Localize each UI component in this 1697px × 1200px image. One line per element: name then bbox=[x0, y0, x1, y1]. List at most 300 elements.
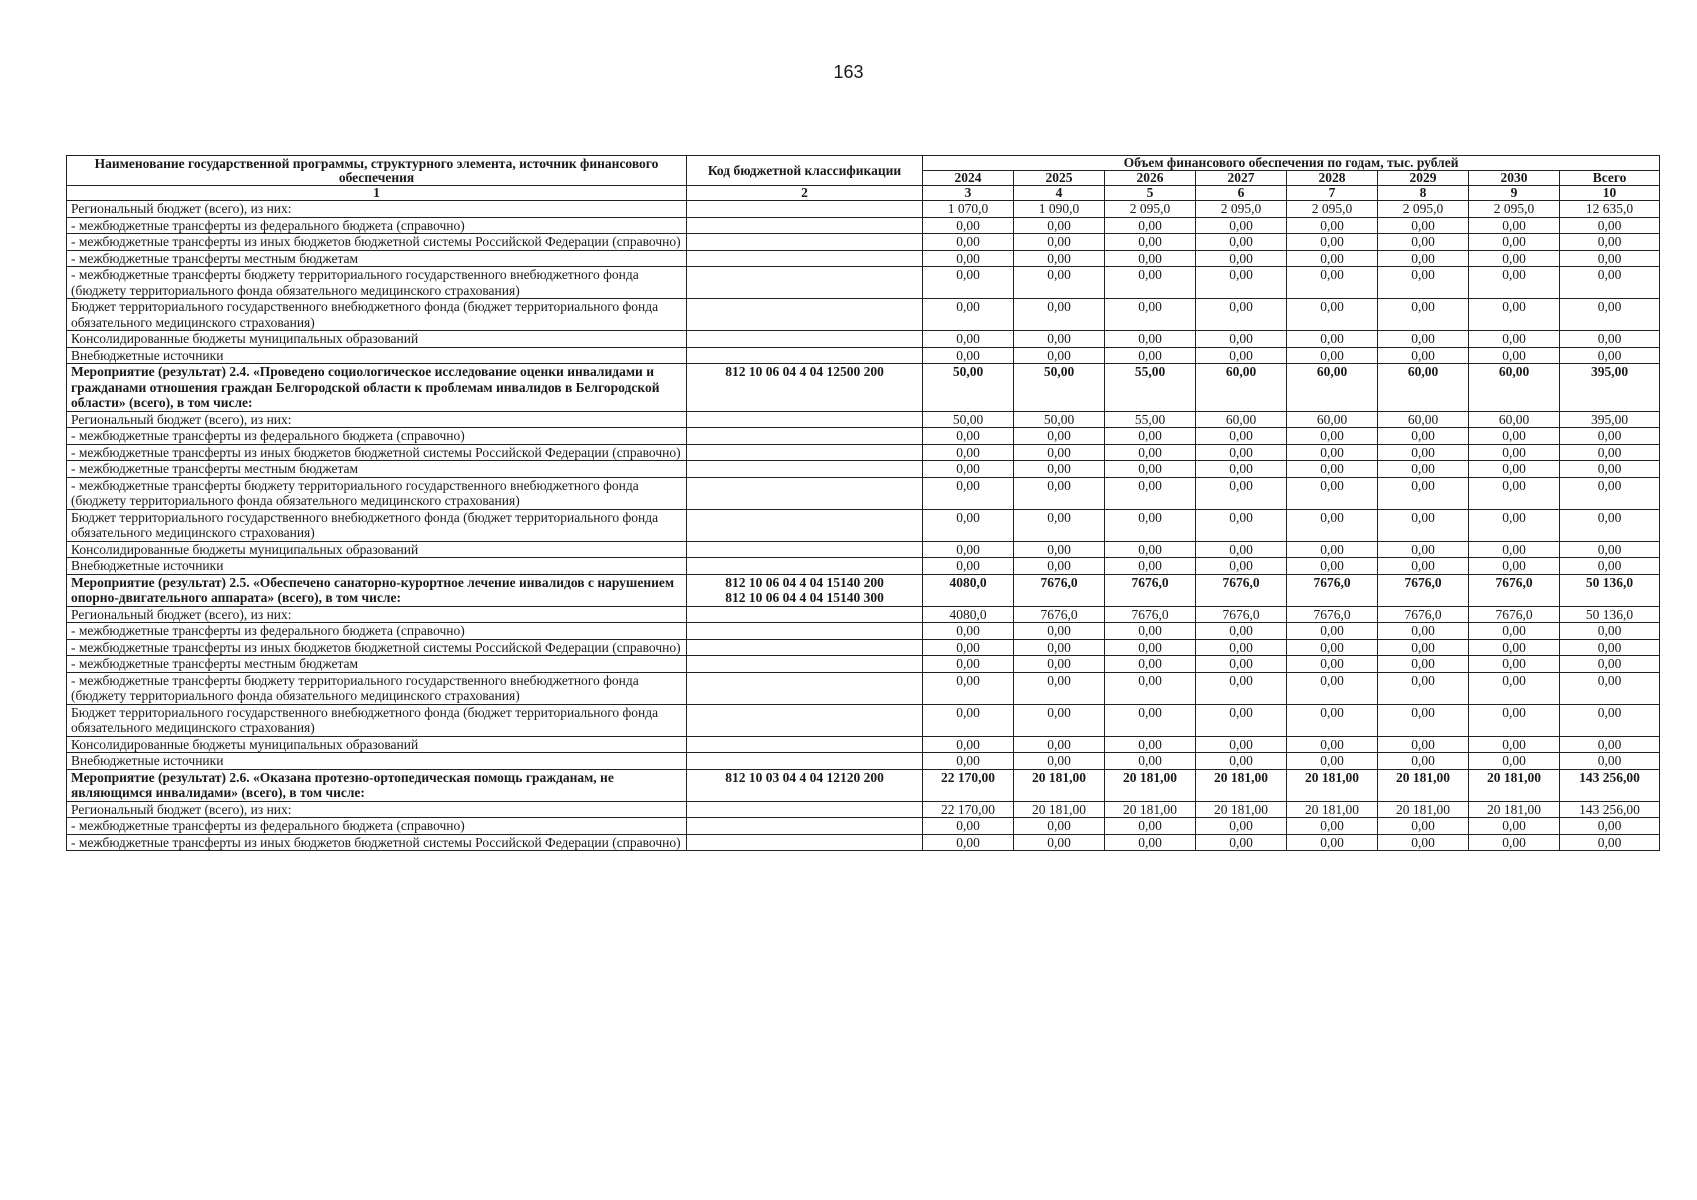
row-value-cell: 0,00 bbox=[1196, 704, 1287, 736]
row-name-cell: Консолидированные бюджеты муниципальных образований bbox=[67, 736, 687, 753]
row-value-cell: 0,00 bbox=[1378, 639, 1469, 656]
row-value-cell: 0,00 bbox=[1469, 736, 1560, 753]
row-value-cell: 0,00 bbox=[1287, 541, 1378, 558]
row-total-cell: 0,00 bbox=[1560, 428, 1660, 445]
row-value-cell: 0,00 bbox=[1378, 347, 1469, 364]
row-code-cell: 812 10 06 04 4 04 12500 200 bbox=[687, 364, 923, 412]
row-name-cell: - межбюджетные трансферты из иных бюджетов бюджетной системы Российской Федерации (справочно) bbox=[67, 234, 687, 251]
row-value-cell: 20 181,00 bbox=[1469, 801, 1560, 818]
row-value-cell: 0,00 bbox=[1014, 704, 1105, 736]
row-value-cell: 0,00 bbox=[923, 250, 1014, 267]
row-value-cell: 0,00 bbox=[1196, 672, 1287, 704]
row-value-cell: 0,00 bbox=[1469, 428, 1560, 445]
row-code-cell bbox=[687, 444, 923, 461]
column-number: 10 bbox=[1560, 186, 1660, 201]
row-value-cell: 60,00 bbox=[1469, 411, 1560, 428]
row-value-cell: 0,00 bbox=[1105, 656, 1196, 673]
row-value-cell: 7676,0 bbox=[1105, 606, 1196, 623]
row-value-cell: 0,00 bbox=[1196, 834, 1287, 851]
row-code-cell bbox=[687, 217, 923, 234]
row-code-cell bbox=[687, 267, 923, 299]
row-value-cell: 0,00 bbox=[923, 639, 1014, 656]
row-value-cell: 0,00 bbox=[1196, 623, 1287, 640]
row-value-cell: 0,00 bbox=[1287, 461, 1378, 478]
row-value-cell: 60,00 bbox=[1378, 364, 1469, 412]
row-total-cell: 50 136,0 bbox=[1560, 574, 1660, 606]
row-value-cell: 0,00 bbox=[1196, 461, 1287, 478]
row-total-cell: 0,00 bbox=[1560, 623, 1660, 640]
row-value-cell: 0,00 bbox=[1378, 267, 1469, 299]
table-row bbox=[67, 299, 1660, 331]
row-total-cell: 395,00 bbox=[1560, 411, 1660, 428]
row-value-cell: 0,00 bbox=[1105, 704, 1196, 736]
row-value-cell: 0,00 bbox=[1469, 299, 1560, 331]
row-value-cell: 2 095,0 bbox=[1287, 201, 1378, 218]
row-value-cell: 0,00 bbox=[1196, 347, 1287, 364]
column-number: 9 bbox=[1469, 186, 1560, 201]
row-value-cell: 7676,0 bbox=[1014, 574, 1105, 606]
row-code-cell bbox=[687, 639, 923, 656]
row-value-cell: 0,00 bbox=[923, 428, 1014, 445]
row-total-cell: 0,00 bbox=[1560, 250, 1660, 267]
row-value-cell: 0,00 bbox=[923, 623, 1014, 640]
row-value-cell: 60,00 bbox=[1469, 364, 1560, 412]
row-value-cell: 20 181,00 bbox=[1014, 801, 1105, 818]
row-total-cell: 0,00 bbox=[1560, 331, 1660, 348]
row-total-cell: 0,00 bbox=[1560, 656, 1660, 673]
row-value-cell: 0,00 bbox=[923, 509, 1014, 541]
table-row bbox=[67, 331, 1660, 348]
column-number: 6 bbox=[1196, 186, 1287, 201]
row-value-cell: 0,00 bbox=[923, 753, 1014, 770]
row-code-cell bbox=[687, 347, 923, 364]
header-year: 2024 bbox=[923, 171, 1014, 186]
row-value-cell: 0,00 bbox=[1469, 753, 1560, 770]
table-row bbox=[67, 234, 1660, 251]
row-value-cell: 0,00 bbox=[923, 331, 1014, 348]
row-code-cell: 812 10 03 04 4 04 12120 200 bbox=[687, 769, 923, 801]
column-number: 1 bbox=[67, 186, 687, 201]
row-value-cell: 0,00 bbox=[1287, 428, 1378, 445]
row-value-cell: 22 170,00 bbox=[923, 801, 1014, 818]
table-row bbox=[67, 461, 1660, 478]
row-name-cell: Консолидированные бюджеты муниципальных образований bbox=[67, 541, 687, 558]
row-name-cell: - межбюджетные трансферты бюджету территориального государственного внебюджетного фонда (бюджету территориального фонда обязательного медицинского страхования) bbox=[67, 672, 687, 704]
row-value-cell: 0,00 bbox=[1014, 217, 1105, 234]
table-row bbox=[67, 250, 1660, 267]
row-value-cell: 0,00 bbox=[1196, 234, 1287, 251]
row-name-cell: - межбюджетные трансферты местным бюджетам bbox=[67, 250, 687, 267]
table-row bbox=[67, 818, 1660, 835]
row-total-cell: 0,00 bbox=[1560, 347, 1660, 364]
row-code-cell bbox=[687, 558, 923, 575]
row-value-cell: 0,00 bbox=[1287, 753, 1378, 770]
row-value-cell: 0,00 bbox=[1287, 736, 1378, 753]
table-row-measure bbox=[67, 769, 1660, 801]
header-funding-group: Объем финансового обеспечения по годам, тыс. рублей bbox=[923, 156, 1660, 171]
row-total-cell: 0,00 bbox=[1560, 217, 1660, 234]
row-value-cell: 0,00 bbox=[923, 656, 1014, 673]
header-total: Всего bbox=[1560, 171, 1660, 186]
row-total-cell: 0,00 bbox=[1560, 639, 1660, 656]
row-total-cell: 0,00 bbox=[1560, 558, 1660, 575]
row-code-cell bbox=[687, 818, 923, 835]
row-value-cell: 0,00 bbox=[1196, 267, 1287, 299]
row-value-cell: 0,00 bbox=[1196, 299, 1287, 331]
table-row bbox=[67, 444, 1660, 461]
row-total-cell: 50 136,0 bbox=[1560, 606, 1660, 623]
row-value-cell: 1 090,0 bbox=[1014, 201, 1105, 218]
financing-table bbox=[66, 155, 1660, 851]
row-value-cell: 0,00 bbox=[1014, 444, 1105, 461]
row-value-cell: 0,00 bbox=[923, 217, 1014, 234]
row-code-cell bbox=[687, 672, 923, 704]
row-value-cell: 0,00 bbox=[1378, 753, 1469, 770]
row-value-cell: 50,00 bbox=[1014, 364, 1105, 412]
row-name-cell: Консолидированные бюджеты муниципальных образований bbox=[67, 331, 687, 348]
row-name-cell: Мероприятие (результат) 2.4. «Проведено социологическое исследование оценки инвалидами и гражданами отношения граждан Белгородской области к проблемам инвалидов в Белгородской области» (всего), в том числе: bbox=[67, 364, 687, 412]
row-value-cell: 0,00 bbox=[1469, 461, 1560, 478]
table-row bbox=[67, 736, 1660, 753]
row-value-cell: 0,00 bbox=[1014, 736, 1105, 753]
row-name-cell: - межбюджетные трансферты из иных бюджетов бюджетной системы Российской Федерации (справочно) bbox=[67, 639, 687, 656]
row-value-cell: 0,00 bbox=[1014, 753, 1105, 770]
row-value-cell: 0,00 bbox=[1469, 234, 1560, 251]
table-row bbox=[67, 656, 1660, 673]
row-value-cell: 0,00 bbox=[1014, 461, 1105, 478]
row-value-cell: 0,00 bbox=[1287, 299, 1378, 331]
row-value-cell: 60,00 bbox=[1196, 411, 1287, 428]
header-column-numbers-row bbox=[67, 186, 1660, 201]
header-year: 2025 bbox=[1014, 171, 1105, 186]
row-name-cell: Внебюджетные источники bbox=[67, 347, 687, 364]
row-total-cell: 395,00 bbox=[1560, 364, 1660, 412]
row-value-cell: 2 095,0 bbox=[1378, 201, 1469, 218]
row-value-cell: 0,00 bbox=[1196, 753, 1287, 770]
row-total-cell: 0,00 bbox=[1560, 541, 1660, 558]
row-value-cell: 0,00 bbox=[1105, 250, 1196, 267]
row-value-cell: 0,00 bbox=[1196, 558, 1287, 575]
row-code-cell bbox=[687, 331, 923, 348]
row-value-cell: 0,00 bbox=[1378, 217, 1469, 234]
row-value-cell: 0,00 bbox=[1469, 623, 1560, 640]
row-value-cell: 0,00 bbox=[1378, 509, 1469, 541]
row-value-cell: 0,00 bbox=[923, 347, 1014, 364]
row-value-cell: 0,00 bbox=[1196, 818, 1287, 835]
row-value-cell: 0,00 bbox=[923, 541, 1014, 558]
row-value-cell: 0,00 bbox=[1014, 428, 1105, 445]
table-row bbox=[67, 267, 1660, 299]
row-value-cell: 0,00 bbox=[1014, 250, 1105, 267]
column-number: 4 bbox=[1014, 186, 1105, 201]
row-value-cell: 0,00 bbox=[1014, 234, 1105, 251]
row-value-cell: 0,00 bbox=[1378, 461, 1469, 478]
row-value-cell: 20 181,00 bbox=[1014, 769, 1105, 801]
row-value-cell: 0,00 bbox=[1105, 736, 1196, 753]
row-value-cell: 0,00 bbox=[1469, 672, 1560, 704]
row-name-cell: - межбюджетные трансферты местным бюджетам bbox=[67, 656, 687, 673]
row-value-cell: 0,00 bbox=[1105, 477, 1196, 509]
row-total-cell: 0,00 bbox=[1560, 834, 1660, 851]
header-code-column: Код бюджетной классификации bbox=[687, 156, 923, 186]
table-row-measure bbox=[67, 574, 1660, 606]
row-value-cell: 0,00 bbox=[1105, 428, 1196, 445]
row-code-cell bbox=[687, 623, 923, 640]
row-code-cell: 812 10 06 04 4 04 15140 200 812 10 06 04 4 04 15140 300 bbox=[687, 574, 923, 606]
row-value-cell: 0,00 bbox=[1287, 623, 1378, 640]
row-value-cell: 0,00 bbox=[1469, 477, 1560, 509]
row-total-cell: 0,00 bbox=[1560, 461, 1660, 478]
row-value-cell: 0,00 bbox=[1014, 623, 1105, 640]
table-row bbox=[67, 411, 1660, 428]
row-value-cell: 7676,0 bbox=[1196, 606, 1287, 623]
row-code-cell bbox=[687, 250, 923, 267]
row-value-cell: 4080,0 bbox=[923, 574, 1014, 606]
row-name-cell: Внебюджетные источники bbox=[67, 753, 687, 770]
row-value-cell: 0,00 bbox=[1378, 541, 1469, 558]
row-value-cell: 0,00 bbox=[1014, 672, 1105, 704]
row-value-cell: 0,00 bbox=[1469, 704, 1560, 736]
row-total-cell: 0,00 bbox=[1560, 267, 1660, 299]
row-value-cell: 60,00 bbox=[1196, 364, 1287, 412]
row-name-cell: Региональный бюджет (всего), из них: bbox=[67, 411, 687, 428]
row-code-cell bbox=[687, 704, 923, 736]
row-value-cell: 0,00 bbox=[1287, 217, 1378, 234]
row-value-cell: 20 181,00 bbox=[1287, 769, 1378, 801]
row-value-cell: 7676,0 bbox=[1469, 574, 1560, 606]
row-value-cell: 0,00 bbox=[1196, 736, 1287, 753]
row-value-cell: 0,00 bbox=[923, 477, 1014, 509]
row-value-cell: 2 095,0 bbox=[1469, 201, 1560, 218]
row-value-cell: 0,00 bbox=[1287, 656, 1378, 673]
row-name-cell: - межбюджетные трансферты из федерального бюджета (справочно) bbox=[67, 623, 687, 640]
row-name-cell: - межбюджетные трансферты из иных бюджетов бюджетной системы Российской Федерации (справочно) bbox=[67, 834, 687, 851]
row-value-cell: 0,00 bbox=[923, 704, 1014, 736]
row-value-cell: 0,00 bbox=[923, 234, 1014, 251]
row-value-cell: 0,00 bbox=[1378, 736, 1469, 753]
row-value-cell: 0,00 bbox=[1287, 639, 1378, 656]
row-value-cell: 20 181,00 bbox=[1378, 801, 1469, 818]
row-value-cell: 50,00 bbox=[923, 411, 1014, 428]
row-value-cell: 0,00 bbox=[1287, 672, 1378, 704]
row-code-cell bbox=[687, 428, 923, 445]
table-body bbox=[67, 201, 1660, 851]
row-value-cell: 0,00 bbox=[1469, 541, 1560, 558]
row-value-cell: 0,00 bbox=[1469, 217, 1560, 234]
row-code-cell bbox=[687, 541, 923, 558]
row-code-cell bbox=[687, 477, 923, 509]
row-value-cell: 0,00 bbox=[1014, 299, 1105, 331]
row-value-cell: 0,00 bbox=[1378, 428, 1469, 445]
row-value-cell: 0,00 bbox=[1287, 704, 1378, 736]
row-total-cell: 0,00 bbox=[1560, 509, 1660, 541]
row-value-cell: 0,00 bbox=[1105, 623, 1196, 640]
row-value-cell: 0,00 bbox=[923, 834, 1014, 851]
row-value-cell: 0,00 bbox=[1469, 656, 1560, 673]
row-value-cell: 0,00 bbox=[1014, 509, 1105, 541]
row-value-cell: 0,00 bbox=[1105, 818, 1196, 835]
row-value-cell: 0,00 bbox=[1287, 509, 1378, 541]
row-value-cell: 0,00 bbox=[1105, 234, 1196, 251]
row-value-cell: 7676,0 bbox=[1196, 574, 1287, 606]
row-value-cell: 20 181,00 bbox=[1196, 769, 1287, 801]
row-value-cell: 0,00 bbox=[1469, 250, 1560, 267]
row-value-cell: 0,00 bbox=[1287, 250, 1378, 267]
table-row bbox=[67, 704, 1660, 736]
row-code-cell bbox=[687, 201, 923, 218]
row-value-cell: 0,00 bbox=[1287, 234, 1378, 251]
row-value-cell: 0,00 bbox=[1105, 267, 1196, 299]
row-code-cell bbox=[687, 299, 923, 331]
row-code-cell bbox=[687, 461, 923, 478]
row-value-cell: 0,00 bbox=[1469, 558, 1560, 575]
row-value-cell: 22 170,00 bbox=[923, 769, 1014, 801]
row-value-cell: 55,00 bbox=[1105, 364, 1196, 412]
row-value-cell: 20 181,00 bbox=[1469, 769, 1560, 801]
table-row bbox=[67, 347, 1660, 364]
table-row bbox=[67, 801, 1660, 818]
row-total-cell: 0,00 bbox=[1560, 477, 1660, 509]
row-value-cell: 0,00 bbox=[1196, 444, 1287, 461]
column-number: 7 bbox=[1287, 186, 1378, 201]
row-value-cell: 0,00 bbox=[923, 299, 1014, 331]
row-value-cell: 20 181,00 bbox=[1378, 769, 1469, 801]
row-value-cell: 0,00 bbox=[1378, 834, 1469, 851]
row-value-cell: 0,00 bbox=[1014, 267, 1105, 299]
table-row bbox=[67, 623, 1660, 640]
table-row bbox=[67, 201, 1660, 218]
row-name-cell: Мероприятие (результат) 2.6. «Оказана протезно-ортопедическая помощь гражданам, не являющимся инвалидами» (всего), в том числе: bbox=[67, 769, 687, 801]
row-total-cell: 143 256,00 bbox=[1560, 769, 1660, 801]
header-name-column: Наименование государственной программы, структурного элемента, источник финансового обеспечения bbox=[67, 156, 687, 186]
financing-table-wrapper bbox=[66, 155, 1660, 851]
table-row bbox=[67, 606, 1660, 623]
column-number: 3 bbox=[923, 186, 1014, 201]
row-value-cell: 0,00 bbox=[1287, 331, 1378, 348]
row-value-cell: 0,00 bbox=[1287, 558, 1378, 575]
row-name-cell: Региональный бюджет (всего), из них: bbox=[67, 201, 687, 218]
row-value-cell: 0,00 bbox=[1378, 444, 1469, 461]
row-name-cell: - межбюджетные трансферты из федерального бюджета (справочно) bbox=[67, 217, 687, 234]
row-value-cell: 0,00 bbox=[1014, 834, 1105, 851]
row-value-cell: 0,00 bbox=[1378, 672, 1469, 704]
row-value-cell: 0,00 bbox=[1287, 347, 1378, 364]
row-value-cell: 0,00 bbox=[923, 461, 1014, 478]
row-total-cell: 0,00 bbox=[1560, 736, 1660, 753]
row-name-cell: - межбюджетные трансферты из иных бюджетов бюджетной системы Российской Федерации (справочно) bbox=[67, 444, 687, 461]
table-row bbox=[67, 217, 1660, 234]
row-name-cell: Региональный бюджет (всего), из них: bbox=[67, 606, 687, 623]
row-value-cell: 0,00 bbox=[1378, 299, 1469, 331]
row-total-cell: 0,00 bbox=[1560, 672, 1660, 704]
row-code-cell bbox=[687, 606, 923, 623]
row-value-cell: 0,00 bbox=[923, 444, 1014, 461]
row-value-cell: 0,00 bbox=[1196, 509, 1287, 541]
row-value-cell: 0,00 bbox=[1014, 818, 1105, 835]
row-value-cell: 0,00 bbox=[1105, 299, 1196, 331]
row-value-cell: 0,00 bbox=[1105, 331, 1196, 348]
header-year: 2026 bbox=[1105, 171, 1196, 186]
row-total-cell: 0,00 bbox=[1560, 444, 1660, 461]
row-total-cell: 0,00 bbox=[1560, 234, 1660, 251]
row-code-cell bbox=[687, 801, 923, 818]
row-name-cell: Бюджет территориального государственного внебюджетного фонда (бюджет территориального фонда обязательного медицинского страхования) bbox=[67, 704, 687, 736]
row-value-cell: 7676,0 bbox=[1469, 606, 1560, 623]
row-value-cell: 0,00 bbox=[1105, 347, 1196, 364]
row-code-cell bbox=[687, 834, 923, 851]
row-code-cell bbox=[687, 509, 923, 541]
row-value-cell: 0,00 bbox=[1378, 477, 1469, 509]
row-value-cell: 0,00 bbox=[1469, 267, 1560, 299]
row-total-cell: 0,00 bbox=[1560, 753, 1660, 770]
row-value-cell: 0,00 bbox=[1014, 639, 1105, 656]
row-value-cell: 0,00 bbox=[1378, 623, 1469, 640]
column-number: 8 bbox=[1378, 186, 1469, 201]
row-name-cell: Внебюджетные источники bbox=[67, 558, 687, 575]
row-value-cell: 60,00 bbox=[1287, 411, 1378, 428]
row-code-cell bbox=[687, 234, 923, 251]
table-row bbox=[67, 834, 1660, 851]
row-name-cell: Региональный бюджет (всего), из них: bbox=[67, 801, 687, 818]
row-value-cell: 7676,0 bbox=[1378, 606, 1469, 623]
row-value-cell: 50,00 bbox=[1014, 411, 1105, 428]
table-row bbox=[67, 428, 1660, 445]
row-value-cell: 2 095,0 bbox=[1196, 201, 1287, 218]
row-value-cell: 7676,0 bbox=[1014, 606, 1105, 623]
row-value-cell: 0,00 bbox=[1469, 444, 1560, 461]
header-year: 2027 bbox=[1196, 171, 1287, 186]
row-value-cell: 0,00 bbox=[1196, 250, 1287, 267]
row-value-cell: 0,00 bbox=[923, 267, 1014, 299]
row-code-cell bbox=[687, 656, 923, 673]
row-value-cell: 0,00 bbox=[1196, 656, 1287, 673]
row-value-cell: 0,00 bbox=[1469, 509, 1560, 541]
table-row bbox=[67, 672, 1660, 704]
row-value-cell: 0,00 bbox=[1105, 461, 1196, 478]
row-value-cell: 0,00 bbox=[1014, 656, 1105, 673]
row-code-cell bbox=[687, 736, 923, 753]
row-name-cell: Бюджет территориального государственного внебюджетного фонда (бюджет территориального фонда обязательного медицинского страхования) bbox=[67, 299, 687, 331]
row-value-cell: 7676,0 bbox=[1287, 606, 1378, 623]
row-value-cell: 20 181,00 bbox=[1105, 801, 1196, 818]
row-value-cell: 0,00 bbox=[1378, 558, 1469, 575]
row-value-cell: 0,00 bbox=[1105, 834, 1196, 851]
row-value-cell: 0,00 bbox=[1469, 834, 1560, 851]
row-value-cell: 0,00 bbox=[1196, 331, 1287, 348]
row-total-cell: 0,00 bbox=[1560, 704, 1660, 736]
row-value-cell: 0,00 bbox=[1378, 331, 1469, 348]
row-value-cell: 0,00 bbox=[1287, 818, 1378, 835]
row-total-cell: 12 635,0 bbox=[1560, 201, 1660, 218]
row-value-cell: 0,00 bbox=[1105, 541, 1196, 558]
row-value-cell: 0,00 bbox=[1014, 541, 1105, 558]
row-value-cell: 0,00 bbox=[1196, 541, 1287, 558]
row-name-cell: - межбюджетные трансферты из федерального бюджета (справочно) bbox=[67, 428, 687, 445]
row-value-cell: 0,00 bbox=[1287, 444, 1378, 461]
table-row bbox=[67, 753, 1660, 770]
row-value-cell: 0,00 bbox=[923, 736, 1014, 753]
row-value-cell: 20 181,00 bbox=[1287, 801, 1378, 818]
row-value-cell: 0,00 bbox=[1287, 267, 1378, 299]
row-value-cell: 0,00 bbox=[1287, 834, 1378, 851]
row-value-cell: 60,00 bbox=[1378, 411, 1469, 428]
row-value-cell: 0,00 bbox=[1014, 347, 1105, 364]
table-row bbox=[67, 477, 1660, 509]
row-value-cell: 0,00 bbox=[1105, 672, 1196, 704]
row-value-cell: 20 181,00 bbox=[1105, 769, 1196, 801]
row-value-cell: 0,00 bbox=[1105, 444, 1196, 461]
row-value-cell: 0,00 bbox=[1469, 331, 1560, 348]
